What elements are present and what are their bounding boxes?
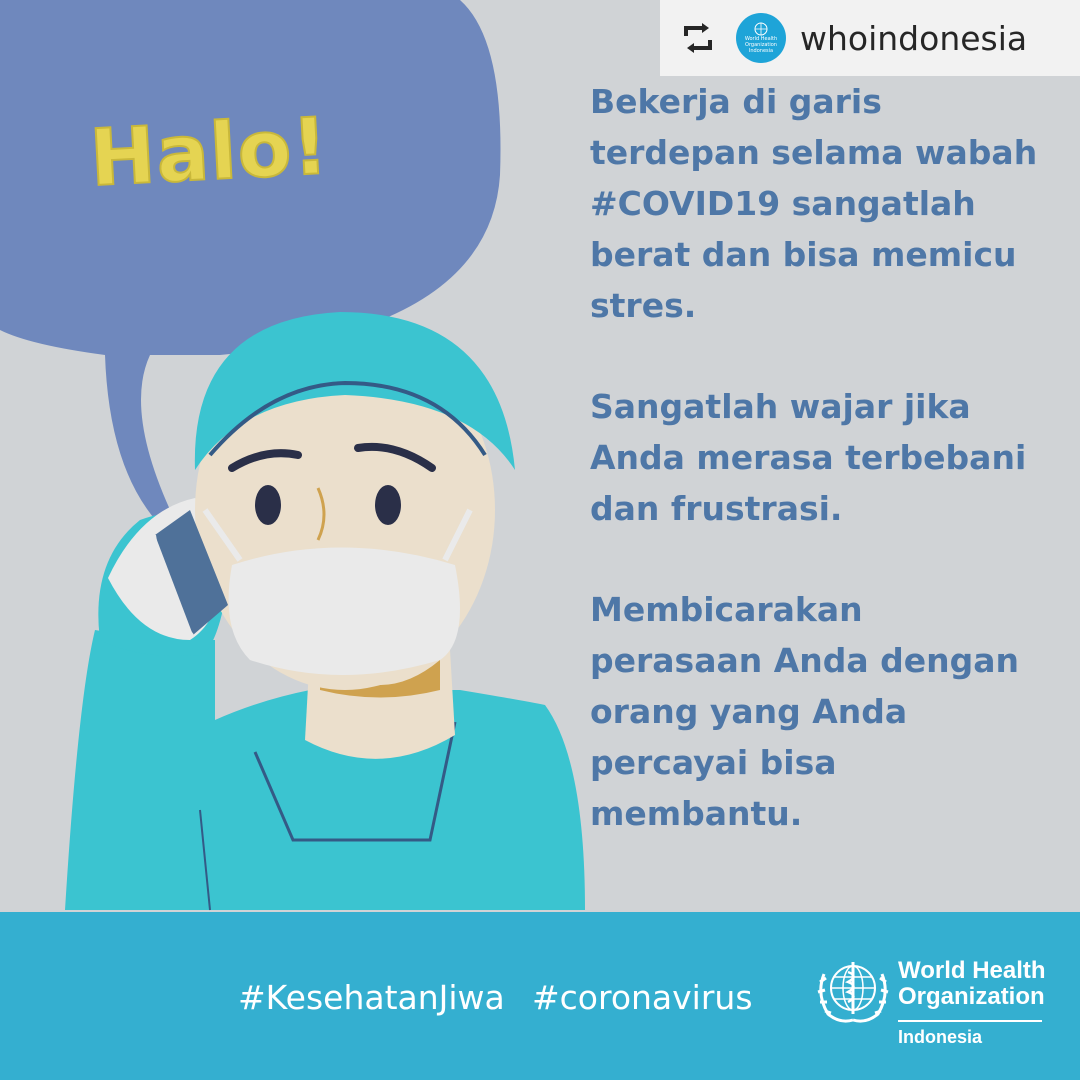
who-organization-name: World Health Organization <box>898 957 1046 1010</box>
who-divider <box>898 1020 1042 1022</box>
username[interactable]: whoindonesia <box>800 18 1028 58</box>
speech-bubble-text: Halo! <box>87 101 332 205</box>
who-emblem-icon <box>751 22 771 36</box>
avatar-line-2: Organization <box>745 42 777 48</box>
who-country-label: Indonesia <box>898 1027 983 1047</box>
message-paragraph-1: Bekerja di garis terdepan selama wabah #COVID19 sangatlah berat dan bisa memicu stres. <box>590 82 1038 325</box>
hashtag-coronavirus[interactable]: #coronavirus <box>532 978 753 1017</box>
who-emblem-icon <box>812 954 894 1026</box>
hashtag-kesehatan-jiwa[interactable]: #KesehatanJiwa <box>238 978 505 1017</box>
message-text <box>590 76 1060 889</box>
message-paragraph-2: Sangatlah wajar jika Anda merasa terbebani dan frustrasi. <box>590 387 1027 528</box>
repost-tag[interactable] <box>660 0 1080 76</box>
avatar-line-1: World Health <box>744 36 778 42</box>
avatar-line-3: Indonesia <box>748 48 774 54</box>
avatar[interactable] <box>736 13 786 63</box>
message-paragraph-3: Membicarakan perasaan Anda dengan orang yang Anda percayai bisa membantu. <box>590 590 1019 833</box>
repost-icon <box>678 18 718 58</box>
